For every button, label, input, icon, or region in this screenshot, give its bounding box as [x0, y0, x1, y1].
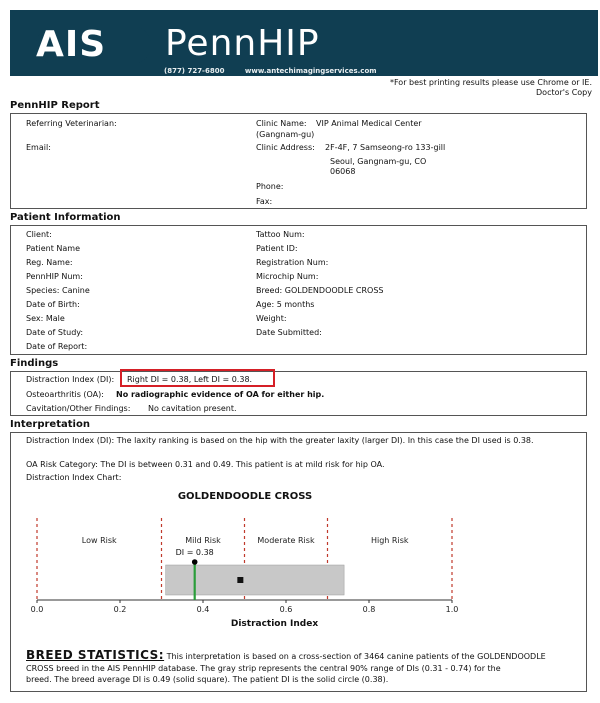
- patient-left-4: Species: Canine: [26, 286, 90, 295]
- findings-title: Findings: [10, 358, 59, 369]
- contact-website[interactable]: www.antechimagingservices.com: [244, 67, 377, 75]
- x-axis-label: Distraction Index: [230, 619, 319, 629]
- clinic-address-line3: 06068: [330, 167, 356, 176]
- x-tick-label: 0.6: [279, 605, 293, 614]
- cavitation-value: No cavitation present.: [148, 404, 237, 413]
- contact-line: [164, 67, 395, 75]
- pennhip-logo: PennHIP: [165, 23, 320, 64]
- email-label: Email:: [26, 143, 51, 152]
- breed-average-marker: [237, 577, 243, 583]
- patient-di-label: DI = 0.38: [175, 548, 214, 557]
- patient-right-6: Weight:: [256, 314, 287, 323]
- clinic-address-line1: 2F-4F, 7 Samseong-ro 133-gill: [325, 143, 446, 152]
- patient-left-7: Date of Study:: [26, 328, 84, 337]
- breed-stats-heading: BREED STATISTICS:: [26, 648, 165, 662]
- interpretation-title: Interpretation: [10, 419, 90, 430]
- di-label: Distraction Index (DI):: [26, 375, 115, 384]
- patient-left-2: Reg. Name:: [26, 258, 73, 267]
- clinic-address-label: Clinic Address:: [256, 143, 315, 152]
- report-title: PennHIP Report: [10, 100, 100, 111]
- patient-left-6: Sex: Male: [26, 314, 65, 323]
- clinic-name-value: VIP Animal Medical Center: [316, 119, 422, 128]
- patient-right-1: Patient ID:: [256, 244, 298, 253]
- di-value: Right DI = 0.38, Left DI = 0.38.: [127, 375, 253, 384]
- x-tick-label: 0.8: [362, 605, 376, 614]
- clinic-name-value2: (Gangnam-gu): [256, 130, 315, 139]
- risk-zone-label: Moderate Risk: [257, 536, 315, 545]
- oa-value: No radiographic evidence of OA for either hip.: [116, 390, 325, 399]
- patient-right-2: Registration Num:: [256, 258, 329, 267]
- phone-label: Phone:: [256, 182, 284, 191]
- oa-risk-text: OA Risk Category: The DI is between 0.31 and 0.49. This patient is at mild risk for hip OA.: [26, 460, 385, 469]
- patient-di-point: [192, 559, 198, 565]
- patient-left-3: PennHIP Num:: [26, 272, 83, 281]
- distraction-index-chart: [0, 510, 600, 630]
- contact-phone: (877) 727-6800: [164, 67, 225, 75]
- patient-right-7: Date Submitted:: [256, 328, 322, 337]
- clinic-name-label: Clinic Name:: [256, 119, 307, 128]
- breed-stats-text1: This interpretation is based on a cross-section of 3464 canine patients of the GOLDENDOODLE: [166, 652, 546, 661]
- chart-title: GOLDENDOODLE CROSS: [177, 491, 313, 502]
- patient-right-3: Microchip Num:: [256, 272, 319, 281]
- breed-stats-text2: CROSS breed in the AIS PennHIP database. The gray strip represents the central 90% range of DIs (0.31 - 0.74) for the: [26, 664, 501, 673]
- patient-left-8: Date of Report:: [26, 342, 88, 351]
- patient-left-1: Patient Name: [26, 244, 80, 253]
- patient-left-5: Date of Birth:: [26, 300, 80, 309]
- interpretation-di-text: Distraction Index (DI): The laxity ranking is based on the hip with the greater laxity (larger DI). In this case the DI used is 0.38.: [26, 436, 534, 445]
- patient-title: Patient Information: [10, 212, 121, 223]
- patient-right-5: Age: 5 months: [256, 300, 315, 309]
- patient-right-0: Tattoo Num:: [256, 230, 305, 239]
- risk-zone-label: High Risk: [370, 536, 409, 545]
- patient-right-4: Breed: GOLDENDOODLE CROSS: [256, 286, 384, 295]
- patient-left-0: Client:: [26, 230, 52, 239]
- risk-zone-label: Mild Risk: [185, 536, 221, 545]
- clinic-address-line2: Seoul, Gangnam-gu, CO: [330, 157, 427, 166]
- print-note: [390, 78, 592, 98]
- x-tick-label: 0.4: [196, 605, 210, 614]
- x-tick-label: 0.2: [113, 605, 127, 614]
- cavitation-label: Cavitation/Other Findings:: [26, 404, 131, 413]
- x-tick-label: 0.0: [30, 605, 44, 614]
- breed-range-strip: [166, 565, 344, 595]
- print-note-line1: *For best printing results please use Chrome or IE.: [389, 78, 592, 87]
- oa-label: Osteoarthritis (OA):: [26, 390, 104, 399]
- risk-zone-label: Low Risk: [81, 536, 117, 545]
- breed-stats-line1: [26, 650, 546, 662]
- di-highlight-box: [120, 369, 275, 387]
- print-note-line2: Doctor's Copy: [536, 88, 592, 97]
- chart-label: Distraction Index Chart:: [26, 473, 122, 482]
- referring-vet-label: Referring Veterinarian:: [26, 119, 117, 128]
- breed-stats-text3: breed. The breed average DI is 0.49 (solid square). The patient DI is the solid circle (0.38).: [26, 675, 389, 684]
- x-tick-label: 1.0: [445, 605, 459, 614]
- fax-label: Fax:: [256, 197, 273, 206]
- ais-logo: AIS: [36, 26, 151, 64]
- header-banner: [10, 10, 598, 76]
